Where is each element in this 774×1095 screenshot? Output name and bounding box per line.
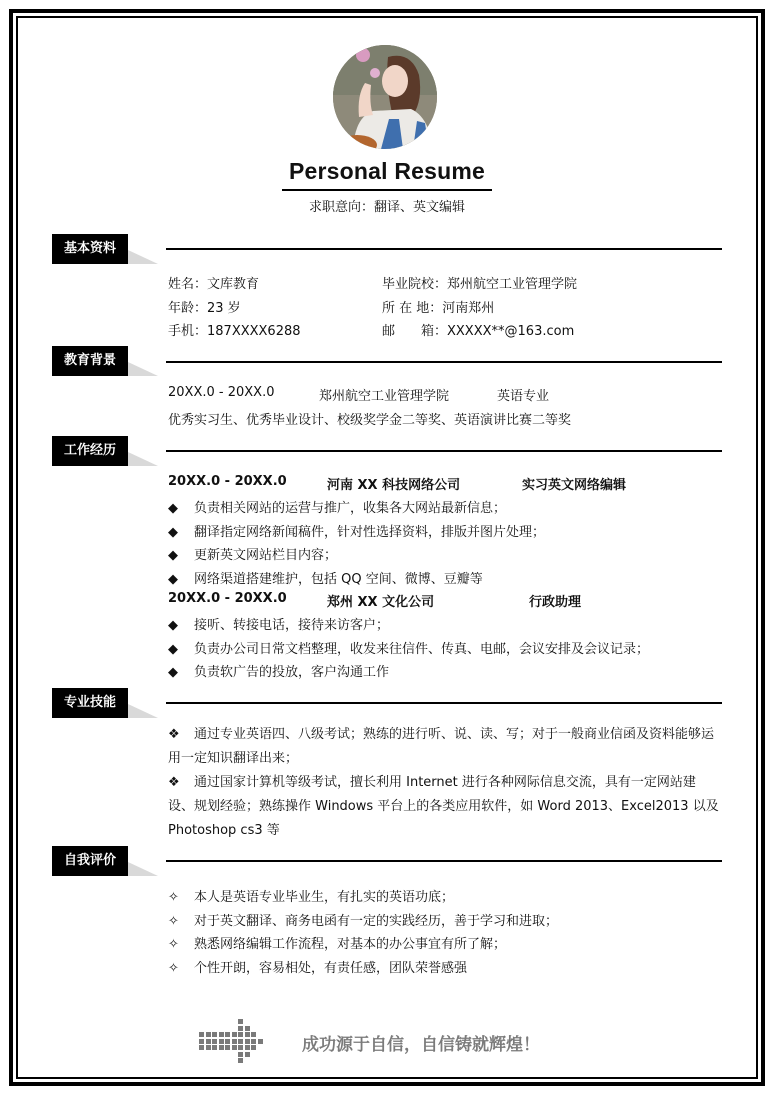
arrow-dot — [199, 1032, 204, 1037]
arrow-dot — [219, 1032, 224, 1037]
age-field: 年龄：23 岁 — [168, 301, 241, 316]
skill-item: ❖ 通过国家计算机等级考试，擅长利用 Internet 进行各种网际信息交流，具有一定网站建设、规划经验；熟练操作 Windows 平台上的各类应用软件，如 Word 2013、Excel2013 以及 Photoshop cs3 等 — [168, 771, 720, 843]
education-school: 郑州航空工业管理学院 — [319, 389, 450, 404]
arrow-dot — [199, 1039, 204, 1044]
section-divider — [166, 860, 722, 862]
diamond-bullet-icon: ◆ — [168, 665, 178, 680]
job-role: 实习英文网络编辑 — [522, 478, 627, 493]
arrow-dot — [212, 1045, 217, 1050]
arrow-dot — [245, 1052, 250, 1057]
job-duty-item: ◆ 网络渠道搭建维护，包括 QQ 空间、微博、豆瓣等 — [168, 572, 483, 587]
diamond-bullet-icon: ◆ — [168, 525, 178, 540]
arrow-dot — [238, 1032, 243, 1037]
section-divider — [166, 361, 722, 363]
sparkle-bullet-icon: ✧ — [168, 961, 179, 976]
self-eval-item: ✧ 熟悉网络编辑工作流程，对基本的办公事宜有所了解； — [168, 937, 507, 952]
education-honors: 优秀实习生、优秀毕业设计、校级奖学金二等奖、英语演讲比赛二等奖 — [168, 413, 572, 428]
diamond-bullet-icon: ◆ — [168, 548, 178, 563]
email-field: 邮 箱：XXXXX**@163.com — [382, 324, 575, 339]
arrow-dot — [206, 1039, 211, 1044]
job-duty-item: ◆ 翻译指定网络新闻稿件，针对性选择资料，排版并图片处理； — [168, 525, 546, 540]
arrow-dot — [199, 1045, 204, 1050]
name-field: 姓名：文库教育 — [168, 277, 260, 292]
arrow-dot — [238, 1058, 243, 1063]
phone-field: 手机：187XXXX6288 — [168, 324, 301, 339]
section-tag-basic: 基本资料 — [52, 234, 128, 264]
arrow-dot — [238, 1019, 243, 1024]
arrow-dot — [245, 1032, 250, 1037]
sparkle-bullet-icon: ✧ — [168, 937, 179, 952]
arrow-dot — [219, 1045, 224, 1050]
section-divider — [166, 450, 722, 452]
education-period: 20XX.0 - 20XX.0 — [168, 385, 275, 400]
resume-title: Personal Resume — [288, 158, 486, 184]
sparkle-bullet-icon: ✧ — [168, 914, 179, 929]
arrow-dot — [258, 1039, 263, 1044]
section-tag-shadow — [128, 250, 158, 264]
job-role: 行政助理 — [529, 595, 582, 610]
arrow-dot — [251, 1032, 256, 1037]
arrow-dot — [251, 1045, 256, 1050]
fleuron-bullet-icon: ❖ — [168, 727, 180, 742]
section-tag-shadow — [128, 704, 158, 718]
arrow-dot — [212, 1032, 217, 1037]
diamond-bullet-icon: ◆ — [168, 572, 178, 587]
arrow-dot — [219, 1039, 224, 1044]
arrow-dot — [232, 1039, 237, 1044]
job-period: 20XX.0 - 20XX.0 — [168, 591, 287, 606]
section-tag-education: 教育背景 — [52, 346, 128, 376]
diamond-bullet-icon: ◆ — [168, 618, 178, 633]
arrow-dot — [225, 1045, 230, 1050]
skill-item: ❖ 通过专业英语四、八级考试；熟练的进行听、说、读、写；对于一般商业信函及资料能够运用一定知识翻译出来； — [168, 723, 720, 771]
section-tag-self-evaluation: 自我评价 — [52, 846, 128, 876]
sparkle-bullet-icon: ✧ — [168, 890, 179, 905]
fleuron-bullet-icon: ❖ — [168, 775, 180, 790]
education-major: 英语专业 — [497, 389, 550, 404]
self-eval-item: ✧ 对于英文翻译、商务电函有一定的实践经历，善于学习和进取； — [168, 914, 559, 929]
arrow-dot — [238, 1039, 243, 1044]
self-eval-item: ✧ 个性开朗，容易相处，有责任感，团队荣誉感强 — [168, 961, 468, 976]
arrow-dot — [206, 1032, 211, 1037]
section-tag-work: 工作经历 — [52, 436, 128, 466]
self-eval-item: ✧ 本人是英语专业毕业生，有扎实的英语功底； — [168, 890, 455, 905]
arrow-dot — [206, 1045, 211, 1050]
arrow-dot — [245, 1039, 250, 1044]
arrow-dot — [225, 1039, 230, 1044]
section-divider — [166, 702, 722, 704]
job-duty-item: ◆ 更新英文网站栏目内容； — [168, 548, 338, 563]
arrow-dot — [225, 1032, 230, 1037]
school-field: 毕业院校：郑州航空工业管理学院 — [382, 277, 578, 292]
arrow-dot — [232, 1045, 237, 1050]
job-objective: 求职意向：翻译、英文编辑 — [308, 200, 465, 215]
arrow-dot — [245, 1026, 250, 1031]
section-tag-shadow — [128, 362, 158, 376]
arrow-dot — [212, 1039, 217, 1044]
footer-motto: 成功源于自信，自信铸就辉煌！ — [302, 1035, 540, 1055]
diamond-bullet-icon: ◆ — [168, 642, 178, 657]
arrow-dot — [232, 1032, 237, 1037]
section-tag-shadow — [128, 452, 158, 466]
arrow-dot — [251, 1039, 256, 1044]
diamond-bullet-icon: ◆ — [168, 501, 178, 516]
job-company: 郑州 XX 文化公司 — [327, 595, 435, 610]
job-period: 20XX.0 - 20XX.0 — [168, 474, 287, 489]
avatar — [333, 45, 437, 149]
location-field: 所 在 地：河南郑州 — [382, 301, 495, 316]
job-company: 河南 XX 科技网络公司 — [327, 478, 461, 493]
job-duty-item: ◆ 负责办公司日常文档整理，收发来往信件、传真、电邮，会议安排及会议记录； — [168, 642, 650, 657]
title-underline — [282, 189, 492, 191]
section-tag-shadow — [128, 862, 158, 876]
section-tag-skills: 专业技能 — [52, 688, 128, 718]
job-duty-item: ◆ 负责相关网站的运营与推广，收集各大网站最新信息； — [168, 501, 507, 516]
arrow-dot — [238, 1045, 243, 1050]
arrow-dot — [238, 1052, 243, 1057]
arrow-dot — [238, 1026, 243, 1031]
arrow-dot — [245, 1045, 250, 1050]
job-duty-item: ◆ 负责软广告的投放，客户沟通工作 — [168, 665, 390, 680]
portrait-photo-icon — [333, 45, 437, 149]
job-duty-item: ◆ 接听、转接电话，接待来访客户； — [168, 618, 390, 633]
section-divider — [166, 248, 722, 250]
